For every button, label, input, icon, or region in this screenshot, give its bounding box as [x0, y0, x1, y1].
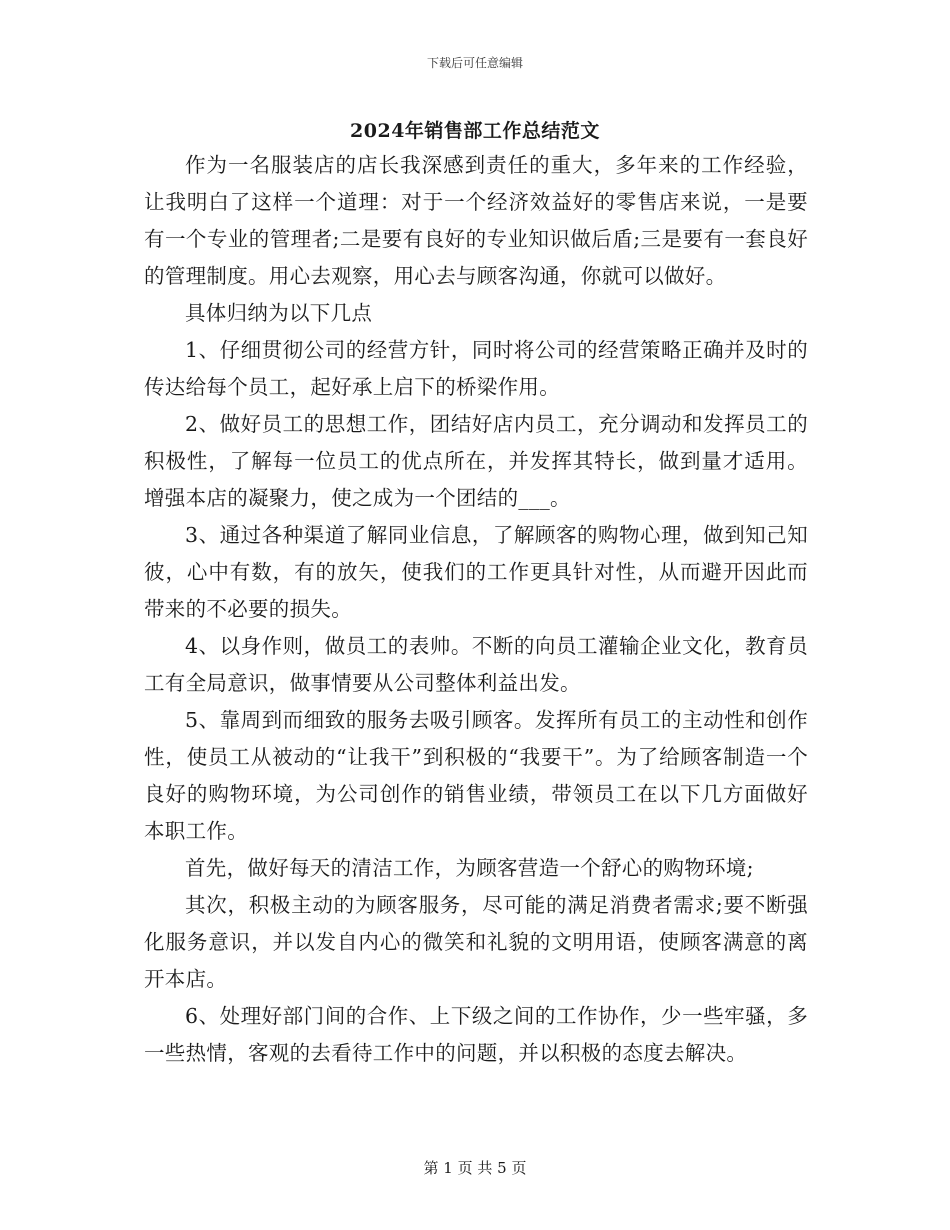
paragraph-point-1: 1、仔细贯彻公司的经营方针，同时将公司的经营策略正确并及时的传达给每个员工，起好承上启下的桥梁作用。	[144, 338, 808, 399]
paragraph-summary-heading: 具体归纳为以下几点	[185, 301, 373, 325]
paragraph-first: 首先，做好每天的清洁工作，为顾客营造一个舒心的购物环境;	[185, 856, 754, 880]
paragraph-intro: 作为一名服装店的店长我深感到责任的重大，多年来的工作经验，让我明白了这样一个道理：对于一个经济效益好的零售店来说，一是要有一个专业的管理者;二是要有良好的专业知识做后盾;三是要有一套良好的管理制度。用心去观察，用心去与顾客沟通，你就可以做好。	[144, 153, 808, 288]
document-title: 2024年销售部工作总结范文	[350, 120, 600, 142]
paragraph-point-6: 6、处理好部门间的合作、上下级之间的工作协作，少一些牢骚，多一些热情，客观的去看待工作中的问题，并以积极的态度去解决。	[144, 1004, 808, 1065]
document-body	[144, 147, 808, 1072]
paragraph-point-4: 4、以身作则，做员工的表帅。不断的向员工灌输企业文化，教育员工有全局意识，做事情要从公司整体利益出发。	[144, 634, 808, 695]
page-number-footer: 第 1 页 共 5 页	[423, 1159, 527, 1177]
paragraph-point-2: 2、做好员工的思想工作，团结好店内员工，充分调动和发挥员工的积极性，了解每一位员工的优点所在，并发挥其特长，做到量才适用。增强本店的凝聚力，使之成为一个团结的___。	[144, 412, 808, 510]
header-note: 下载后可任意编辑	[426, 56, 523, 70]
paragraph-point-5: 5、靠周到而细致的服务去吸引顾客。发挥所有员工的主动性和创作性，使员工从被动的“让我干”到积极的“我要干”。为了给顾客制造一个良好的购物环境，为公司创作的销售业绩，带领员工在以下几方面做好本职工作。	[144, 708, 808, 843]
paragraph-second: 其次，积极主动的为顾客服务，尽可能的满足消费者需求;要不断强化服务意识，并以发自内心的微笑和礼貌的文明用语，使顾客满意的离开本店。	[144, 893, 808, 991]
paragraph-point-3: 3、通过各种渠道了解同业信息，了解顾客的购物心理，做到知己知彼，心中有数，有的放矢，使我们的工作更具针对性，从而避开因此而带来的不必要的损失。	[144, 523, 808, 621]
